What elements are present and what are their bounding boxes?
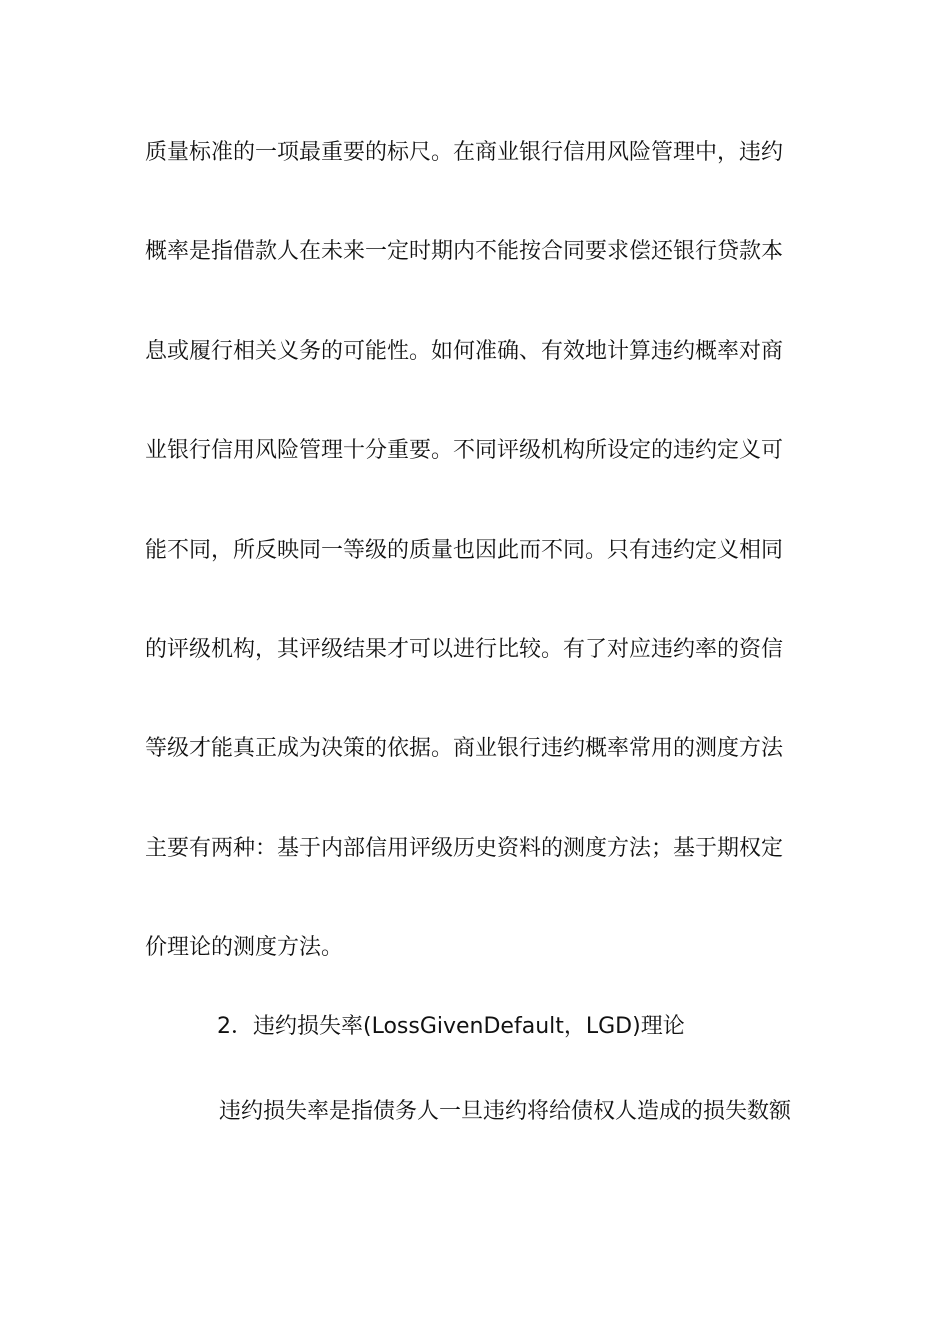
- body-text-line: 违约损失率是指债务人一旦违约将给债权人造成的损失数额: [219, 1099, 792, 1124]
- body-text-line: 等级才能真正成为决策的依据。商业银行违约概率常用的测度方法: [145, 736, 784, 761]
- body-text-line: 的评级机构，其评级结果才可以进行比较。有了对应违约率的资信: [145, 637, 784, 662]
- body-text-line: 概率是指借款人在未来一定时期内不能按合同要求偿还银行贷款本: [145, 239, 784, 264]
- body-text-line: 业银行信用风险管理十分重要。不同评级机构所设定的违约定义可: [145, 438, 784, 463]
- body-text-line: 息或履行相关义务的可能性。如何准确、有效地计算违约概率对商: [145, 339, 784, 364]
- body-text-line: 能不同，所反映同一等级的质量也因此而不同。只有违约定义相同: [145, 538, 784, 563]
- body-text-line: 质量标准的一项最重要的标尺。在商业银行信用风险管理中，违约: [145, 140, 784, 165]
- body-text-line: 价理论的测度方法。: [145, 935, 344, 960]
- body-text-line: 主要有两种：基于内部信用评级历史资料的测度方法；基于期权定: [145, 836, 784, 861]
- section-heading: 2．违约损失率(LossGivenDefault，LGD)理论: [217, 1014, 685, 1039]
